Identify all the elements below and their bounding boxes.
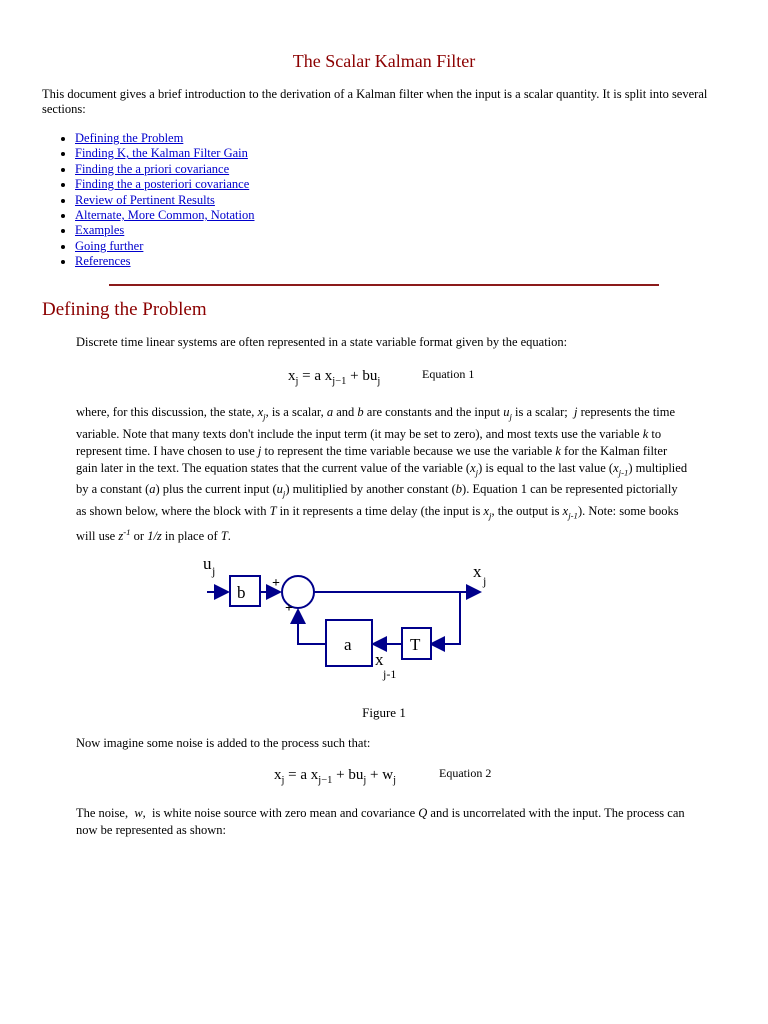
- block-diagram: [195, 555, 505, 690]
- diagram-plus-top: +: [272, 576, 280, 591]
- equation-2: $x_j = a$ $x_{j-1} + bu_j + w_j$: [274, 767, 396, 786]
- toc-link-a-priori[interactable]: Finding the a priori covariance: [75, 161, 230, 176]
- diagram-output-label: x: [473, 562, 482, 581]
- toc-item: [75, 131, 475, 146]
- diagram-block-t: T: [410, 635, 421, 654]
- toc-link-references[interactable]: References: [75, 254, 131, 269]
- paragraph-noise-intro: Now imagine some noise is added to the process such that:: [76, 736, 371, 750]
- table-of-contents: [42, 131, 475, 270]
- toc-link-going-further[interactable]: Going further: [75, 238, 144, 253]
- toc-link-examples[interactable]: Examples: [75, 223, 125, 238]
- diagram-plus-bottom: +: [285, 601, 293, 616]
- diagram-input-label: u: [203, 555, 212, 573]
- equation-2-label: Equation 2: [439, 766, 492, 780]
- toc-item: [75, 254, 475, 269]
- toc-item: [75, 239, 475, 254]
- diagram-input-sub: j: [212, 564, 216, 578]
- paragraph-explanation: where, for this discussion, the state, $x_j$, is a scalar, a and b are constants and the input $u_j$ is a scalar; j represents the time variable. Note that many texts don't include the input term (it may be set to zero), and most texts use the variable k to represent time. I have chosen to use j to represent the time variable because we use the variable k for the Kalman filter gain later in the text. The equation states that the current value of the variable $(x_j)$ is equal to the last value $(x_{j-1})$ multiplied by a constant (a) plus the current input $(u_j)$ mulitiplied by another constant (b). Equation 1 can be represented pictorially as shown below, where the block with T in it represents a time delay (the input is $x_j$, the output is $x_{j-1}$). Note: some books will use $z^{-1}$ or 1/z in place of T.: [76, 405, 688, 544]
- toc-item: [75, 162, 475, 177]
- intro-paragraph: This document gives a brief introduction to the derivation of a Kalman filter when the input is a scalar quantity. It is split into several sections:: [42, 87, 708, 116]
- toc-item: [75, 208, 475, 223]
- paragraph-noise-description: The noise, w, is white noise source with zero mean and covariance Q and is uncorrelated with the input. The process can now be represented as shown:: [76, 806, 685, 837]
- toc-link-finding-k[interactable]: Finding K, the Kalman Filter Gain: [75, 146, 248, 161]
- figure-caption: Figure 1: [362, 705, 406, 720]
- toc-link-defining-problem[interactable]: Defining the Problem: [75, 131, 184, 145]
- section-heading: Defining the Problem: [42, 299, 207, 320]
- toc-item: [75, 193, 475, 208]
- section-divider: [109, 284, 659, 286]
- diagram-delay-sub: j-1: [383, 667, 397, 681]
- diagram-block-b: b: [237, 583, 246, 602]
- toc-item: [75, 146, 475, 161]
- toc-link-a-posteriori[interactable]: Finding the a posteriori covariance: [75, 177, 250, 192]
- toc-link-review[interactable]: Review of Pertinent Results: [75, 192, 215, 207]
- diagram-output-sub: j: [483, 574, 487, 588]
- diagram-block-a: a: [344, 635, 352, 654]
- equation-1: $x_j = a$ $x_{j-1} + bu_j$: [288, 368, 381, 387]
- paragraph-intro-state: Discrete time linear systems are often represented in a state variable format given by the equation:: [76, 335, 568, 349]
- toc-item: [75, 177, 475, 192]
- page-title: The Scalar Kalman Filter: [292, 51, 476, 71]
- toc-link-alternate-notation[interactable]: Alternate, More Common, Notation: [75, 208, 255, 223]
- equation-1-label: Equation 1: [422, 367, 475, 381]
- toc-item: [75, 223, 475, 238]
- diagram-delay-label: x: [375, 650, 384, 669]
